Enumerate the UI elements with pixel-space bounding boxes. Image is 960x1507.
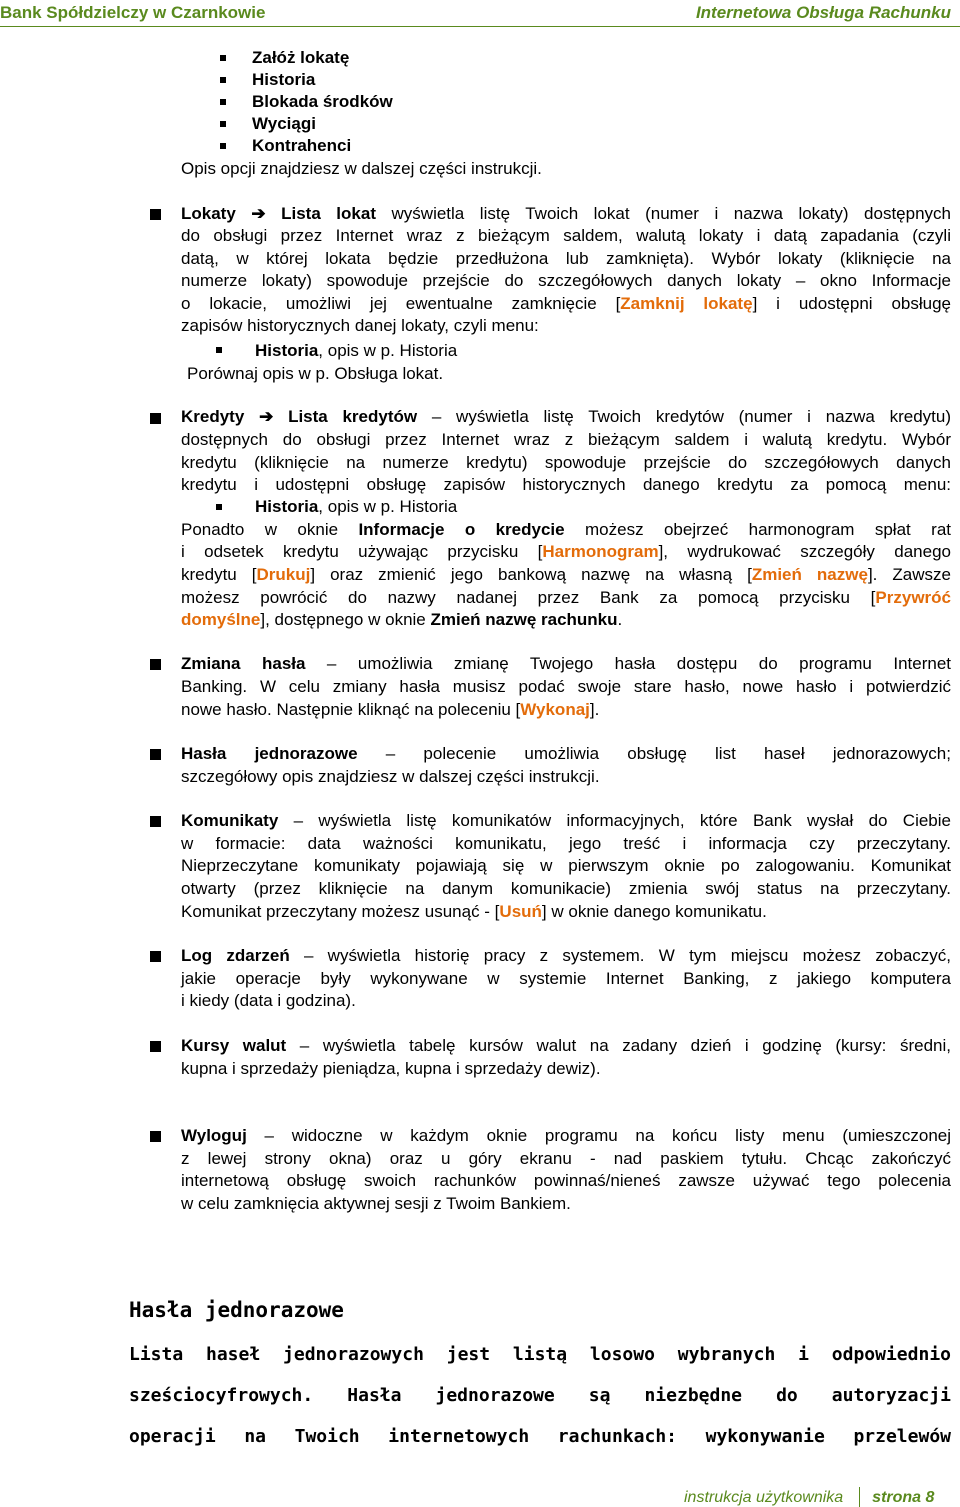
list-item: Historia, opis w p. Historia [255, 497, 458, 516]
bullet-icon [220, 77, 226, 83]
page-number: strona 8 [872, 1489, 935, 1506]
bank-name: Bank Spółdzielczy w Czarnkowie [0, 3, 266, 22]
arrow-icon: ➔ [251, 204, 266, 223]
paragraph-line: w formacie: data ważności komunikatu, jego treść i informacja czy przeczytany. [181, 834, 951, 853]
paragraph-line: datą, w której lokata będzie przedłużona lub zamknięta). Wybór lokaty (kliknięcie na [181, 249, 951, 268]
paragraph-line: i kiedy (data i godzina). [181, 991, 356, 1010]
paragraph-line: Lista haseł jednorazowych jest listą losowo wybranych i odpowiednio [129, 1344, 951, 1365]
paragraph-line: Lokaty ➔ Lista lokat wyświetla listę Twoich lokat (numer i nazwa lokaty) dostępnych [181, 204, 951, 223]
paragraph-line: kupna i sprzedaży pieniądza, kupna i sprzedaży dewiz). [181, 1059, 601, 1078]
paragraph-line: zapisów historycznych danej lokaty, czyli menu: [181, 316, 539, 335]
bullet-icon [220, 99, 226, 105]
paragraph-line: Banking. W celu zmiany hasła musisz podać swoje stare hasło, nowe hasło i potwierdzić [181, 677, 951, 696]
paragraph-line: szczegółowy opis znajdziesz w dalszej części instrukcji. [181, 767, 600, 786]
document-title: Internetowa Obsługa Rachunku [695, 3, 951, 22]
paragraph-line: o lokacie, umożliwi jej ewentualne zamknięcie [Zamknij lokatę] i udostępni obsługę [181, 294, 951, 313]
page-footer [684, 1487, 934, 1507]
note: Opis opcji znajdziesz w dalszej części instrukcji. [181, 159, 542, 178]
bullet-icon [220, 143, 226, 149]
paragraph-line: Kredyty ➔ Lista kredytów – wyświetla listę Twoich kredytów (numer i nazwa kredytu) [181, 407, 951, 426]
paragraph-line: i odsetek kredytu używając przycisku [Harmonogram], wydrukować szczegóły danego [181, 542, 951, 561]
section-heading: Hasła jednorazowe [129, 1298, 344, 1322]
list-item: Załóż lokatę [252, 48, 350, 67]
bullet-icon [220, 121, 226, 127]
bullet-icon [216, 504, 222, 510]
bullet-icon [220, 55, 226, 61]
bullet-icon [150, 951, 161, 962]
list-item: Historia, opis w p. Historia [255, 341, 458, 360]
bullet-icon [150, 816, 161, 827]
list-item: Blokada środków [252, 92, 393, 111]
paragraph-line: z lewej strony okna) oraz u góry ekranu - nad paskiem tytułu. Chcąc zakończyć [181, 1149, 951, 1168]
bullet-icon [150, 209, 161, 220]
bullet-icon [150, 1041, 161, 1052]
paragraph-line: Hasła jednorazowe – polecenie umożliwia obsługę list haseł jednorazowych; [181, 744, 951, 763]
paragraph-line: sześciocyfrowych. Hasła jednorazowe są niezbędne do autoryzacji [129, 1385, 951, 1406]
list-item: Wyciągi [252, 114, 316, 133]
paragraph-line: Zmiana hasła – umożliwia zmianę Twojego hasła dostępu do programu Internet [181, 654, 951, 673]
paragraph-line: Komunikaty – wyświetla listę komunikatów informacyjnych, które Bank wysłał do Ciebie [181, 811, 951, 830]
paragraph-line: domyślne], dostępnego w oknie Zmień nazwę rachunku. [181, 610, 623, 629]
paragraph-line: Log zdarzeń – wyświetla historię pracy z systemem. W tym miejscu możesz zobaczyć, [181, 946, 952, 965]
paragraph-line: operacji na Twoich internetowych rachunkach: wykonywanie przelewów [129, 1426, 951, 1447]
paragraph-line: Porównaj opis w p. Obsługa lokat. [187, 364, 444, 383]
paragraph-line: w celu zamknięcia aktywnej sesji z Twoim Bankiem. [181, 1194, 571, 1213]
paragraph-line: Komunikat przeczytany możesz usunąć - [Usuń] w oknie danego komunikatu. [181, 902, 767, 921]
paragraph-line: internetową obsługę swoich rachunków powinnaś/nieneś zawsze używać tego polecenia [181, 1171, 951, 1190]
paragraph-line: dostępnych do obsługi przez Internet wraz z bieżącym saldem i walutą kredytu. Wybór [181, 430, 951, 449]
paragraph-line: otwarty (przez kliknięcie na danym komunikacie) zmienia swój status na przeczytany. [181, 879, 951, 898]
bullet-icon [150, 749, 161, 760]
arrow-icon: ➔ [259, 407, 274, 426]
footer-doc-name: instrukcja użytkownika [684, 1489, 844, 1506]
list-item: Kontrahenci [252, 136, 352, 155]
paragraph-line: jakie operacje były wykonywane w systemie Internet Banking, z jakiego komputera [181, 969, 951, 988]
paragraph-line: Wyloguj – widoczne w każdym oknie programu na końcu listy menu (umieszczonej [181, 1126, 951, 1145]
list-item: Historia [252, 70, 316, 89]
paragraph-line: Ponadto w oknie Informacje o kredycie możesz obejrzeć harmonogram spłat rat [181, 520, 951, 539]
paragraph-line: kredytu [Drukuj] oraz zmienić jego bankową nazwę na własną [Zmień nazwę]. Zawsze [181, 565, 951, 584]
paragraph-line: kredytu i udostępni obsługę zapisów historycznych danego kredytu za pomocą menu: [181, 475, 951, 494]
paragraph-line: Kursy walut – wyświetla tabelę kursów walut na zadany dzień i godzinę (kursy: średni, [181, 1036, 951, 1055]
bullet-icon [150, 1131, 161, 1142]
paragraph-line: nowe hasło. Następnie kliknąć na poleceniu [Wykonaj]. [181, 700, 600, 719]
paragraph-line: Nieprzeczytane komunikaty pojawiają się w pierwszym oknie po zalogowaniu. Komunikat [181, 856, 951, 875]
bullet-icon [216, 347, 222, 353]
footer-divider [859, 1487, 860, 1507]
paragraph-line: do obsługi przez Internet wraz z bieżącym saldem, walutą lokaty i datą zapadania (czyli [181, 226, 951, 245]
page-header [0, 0, 960, 27]
bullet-icon [150, 413, 161, 424]
paragraph-line: kredytu (kliknięcie na numerze kredytu) spowoduje przejście do szczegółowych danych [181, 453, 951, 472]
paragraph-line: możesz powrócić do nazwy nadanej przez Bank za pomocą przycisku [Przywróć [181, 588, 951, 607]
paragraph-line: numerze lokaty) spowoduje przejście do szczegółowych danych lokaty – okno Informacje [181, 271, 951, 290]
bullet-icon [150, 659, 161, 670]
